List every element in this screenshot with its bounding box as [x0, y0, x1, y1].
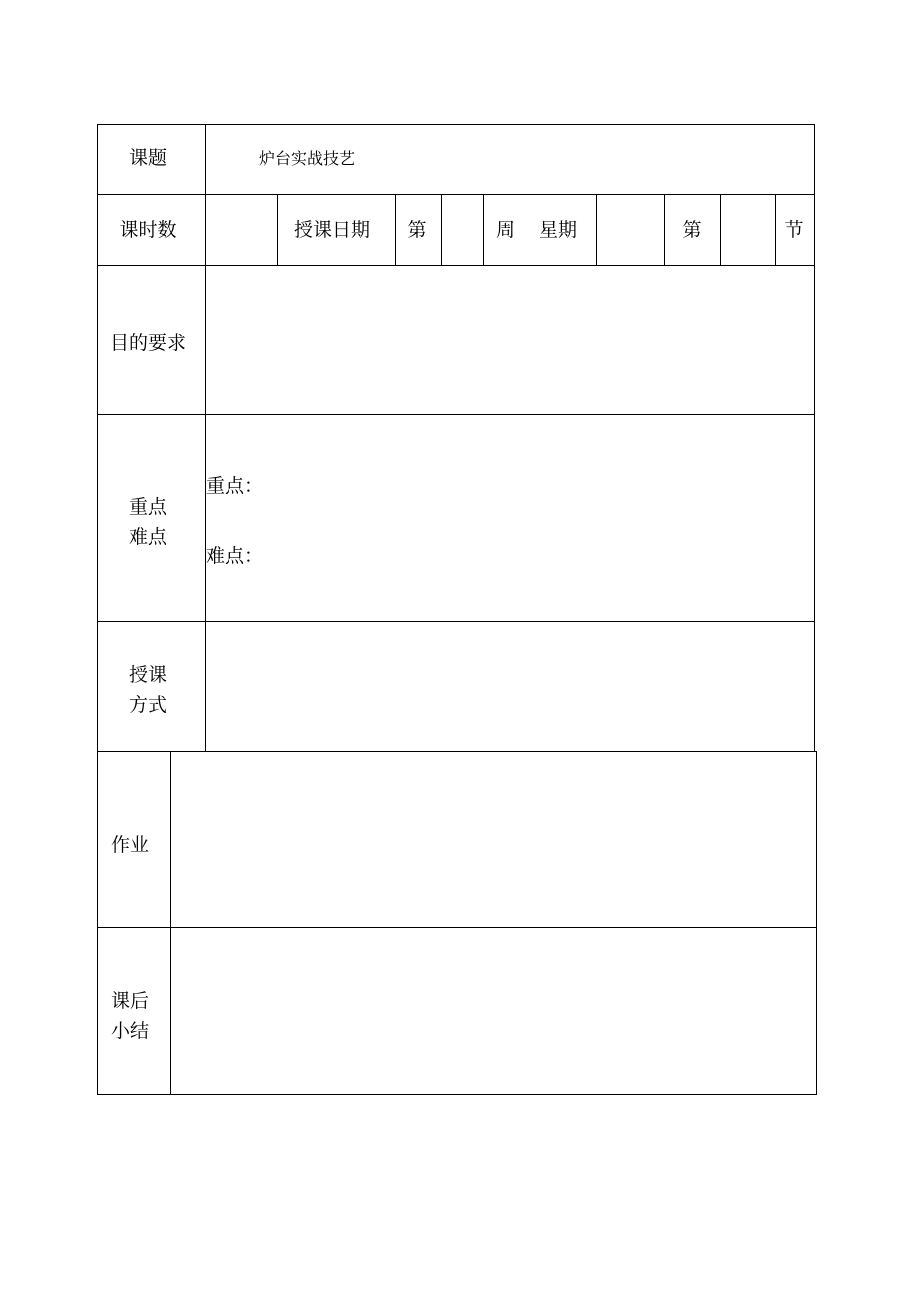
- table-border-right: [814, 124, 815, 752]
- cell-divider: [483, 194, 484, 266]
- homework-label: 作业: [110, 834, 150, 856]
- label-column-divider: [205, 124, 206, 752]
- teaching-date-label: 授课日期: [293, 219, 371, 241]
- hours-label: 课时数: [119, 219, 177, 241]
- key-label-line1: 重点: [128, 496, 168, 518]
- cell-divider: [775, 194, 776, 266]
- cell-divider: [596, 194, 597, 266]
- table-border-right: [816, 751, 817, 1095]
- difficult-point-prefix: 难点：: [206, 545, 264, 567]
- weekday-label: 星期: [539, 219, 578, 241]
- key-difficult-label: [129, 492, 167, 552]
- period-label: 节: [784, 219, 804, 241]
- method-label-line1: 授课: [128, 664, 168, 686]
- label-column-divider: [170, 751, 171, 1095]
- cell-divider: [664, 194, 665, 266]
- summary-label-line2: 小结: [110, 1020, 150, 1042]
- cell-divider: [277, 194, 278, 266]
- period-ordinal-prefix: 第: [682, 219, 702, 241]
- key-label-line2: 难点: [128, 526, 168, 548]
- table-border-bottom: [97, 1094, 817, 1095]
- table-border-left: [97, 124, 98, 1095]
- method-label-line2: 方式: [128, 694, 168, 716]
- goals-label: 目的要求: [109, 332, 187, 354]
- cell-divider: [720, 194, 721, 266]
- cell-divider: [395, 194, 396, 266]
- topic-value: 炉台实战技艺: [259, 149, 356, 168]
- week-label: 周: [496, 219, 516, 241]
- week-ordinal-prefix: 第: [407, 219, 427, 241]
- key-point-prefix: 重点：: [206, 475, 264, 497]
- cell-divider: [441, 194, 442, 266]
- summary-label-line1: 课后: [110, 990, 150, 1012]
- summary-label: [111, 986, 149, 1046]
- topic-label: 课题: [128, 147, 168, 169]
- row-divider: [97, 927, 817, 928]
- method-label: [129, 660, 167, 720]
